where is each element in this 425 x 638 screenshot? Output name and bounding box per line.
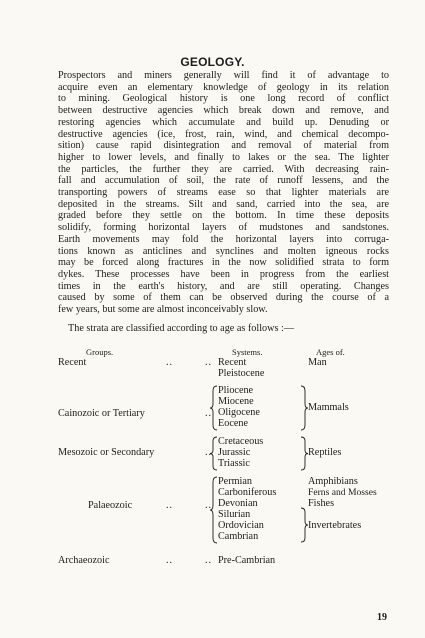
system-pliocene: Pliocene bbox=[218, 385, 254, 396]
leader-dots: .. bbox=[205, 500, 213, 511]
paragraph-line: destructive agencies (ice, frost, rain, wind, and chemical decompo- bbox=[58, 128, 389, 140]
paragraph-line: Earth movements may fold the horizontal layers into corruga- bbox=[58, 233, 389, 245]
right-brace bbox=[300, 507, 308, 543]
age-fishes: Fishes bbox=[308, 498, 335, 509]
paragraph-line: may be forced along fractures in the now solidified strata to form bbox=[58, 257, 389, 269]
left-brace bbox=[210, 436, 218, 471]
group-recent: Recent bbox=[58, 357, 87, 368]
paragraph-line: caused by some of them can be observed during the course of a bbox=[58, 292, 389, 304]
group-cainozoic: Cainozoic or Tertiary bbox=[58, 408, 145, 419]
paragraph-line: graded before they settle on the bottom. In time these deposits bbox=[58, 210, 389, 222]
group-mesozoic: Mesozoic or Secondary bbox=[58, 447, 155, 458]
leader-dots: .. bbox=[166, 555, 174, 566]
paragraph-line: restoring agencies which accumulate and build up. Denuding or bbox=[58, 116, 389, 128]
paragraph-line: times in the earth's history, and are still operating. Changes bbox=[58, 280, 389, 292]
paragraph-line: deposited in the streams. Silt and sand, carried into the sea, are bbox=[58, 198, 389, 210]
right-brace bbox=[300, 436, 308, 471]
system-oligocene: Oligocene bbox=[218, 407, 260, 418]
page-title: GEOLOGY. bbox=[180, 55, 245, 69]
body-paragraph bbox=[58, 70, 389, 316]
age-man: Man bbox=[308, 357, 327, 368]
system-pre-cambrian: Pre-Cambrian bbox=[218, 555, 276, 566]
system-carboniferous: Carboniferous bbox=[218, 487, 277, 498]
left-brace bbox=[210, 476, 218, 544]
leader-dots: .. bbox=[205, 555, 213, 566]
paragraph-line: solidify, forming horizontal layers of mudstones and sandstones. bbox=[58, 222, 389, 234]
leader-dots: .. bbox=[205, 408, 213, 419]
system-pleistocene: Pleistocene bbox=[218, 368, 265, 379]
paragraph-line: higher to lower levels, and finally to lakes or the sea. The lighter bbox=[58, 151, 389, 163]
header-groups: Groups. bbox=[86, 347, 114, 357]
age-reptiles: Reptiles bbox=[308, 447, 342, 458]
page-number: 19 bbox=[377, 612, 387, 623]
paragraph-line: the particles, the further they are carried. With decreasing rain- bbox=[58, 163, 389, 175]
paragraph-line: acquire even an elementary knowledge of geology in its relation bbox=[58, 81, 389, 93]
paragraph-line: sition) cause rapid disintegration and removal of material from bbox=[58, 140, 389, 152]
leader-dots: .. bbox=[166, 500, 174, 511]
paragraph-line: fall and accumulation of soil, the rate of runoff lessens, and the bbox=[58, 175, 389, 187]
strata-intro: The strata are classified according to age as follows :— bbox=[68, 323, 295, 334]
system-triassic: Triassic bbox=[218, 458, 250, 469]
age-amphibians: Amphibians bbox=[308, 476, 358, 487]
system-cretaceous: Cretaceous bbox=[218, 436, 264, 447]
paragraph-line: transporting powers of streams ease so that lighter materials are bbox=[58, 187, 389, 199]
paragraph-line: few years, but some are almost inconceivably slow. bbox=[58, 304, 268, 316]
header-ages: Ages of. bbox=[316, 347, 345, 357]
system-devonian: Devonian bbox=[218, 498, 258, 509]
age-ferns-and-mosses: Ferns and Mosses bbox=[308, 487, 377, 498]
age-invertebrates: Invertebrates bbox=[308, 520, 362, 531]
paragraph-line: Prospectors and miners generally will find it of advantage to bbox=[58, 70, 389, 81]
system-jurassic: Jurassic bbox=[218, 447, 251, 458]
system-cambrian: Cambrian bbox=[218, 531, 259, 542]
paragraph-line: dykes. These processes have been in progress from the earliest bbox=[58, 268, 389, 280]
left-brace bbox=[210, 385, 218, 431]
group-archaeozoic: Archaeozoic bbox=[58, 555, 110, 566]
header-systems: Systems. bbox=[232, 347, 263, 357]
paragraph-line: to mining. Geological history is one long record of conflict bbox=[58, 93, 389, 105]
age-mammals: Mammals bbox=[308, 402, 349, 413]
group-palaeozoic: Palaeozoic bbox=[88, 500, 133, 511]
right-brace bbox=[300, 385, 308, 431]
system-ordovician: Ordovician bbox=[218, 520, 264, 531]
leader-dots: .. bbox=[166, 357, 174, 368]
leader-dots: .. bbox=[205, 447, 213, 458]
system-permian: Permian bbox=[218, 476, 252, 487]
system-silurian: Silurian bbox=[218, 509, 251, 520]
paragraph-line: between destructive agencies which break down and remove, and bbox=[58, 105, 389, 117]
leader-dots: .. bbox=[205, 357, 213, 368]
paragraph-line: tions known as anticlines and synclines and molten igneous rocks bbox=[58, 245, 389, 257]
system-eocene: Eocene bbox=[218, 418, 248, 429]
system-recent: Recent bbox=[218, 357, 247, 368]
system-miocene: Miocene bbox=[218, 396, 254, 407]
